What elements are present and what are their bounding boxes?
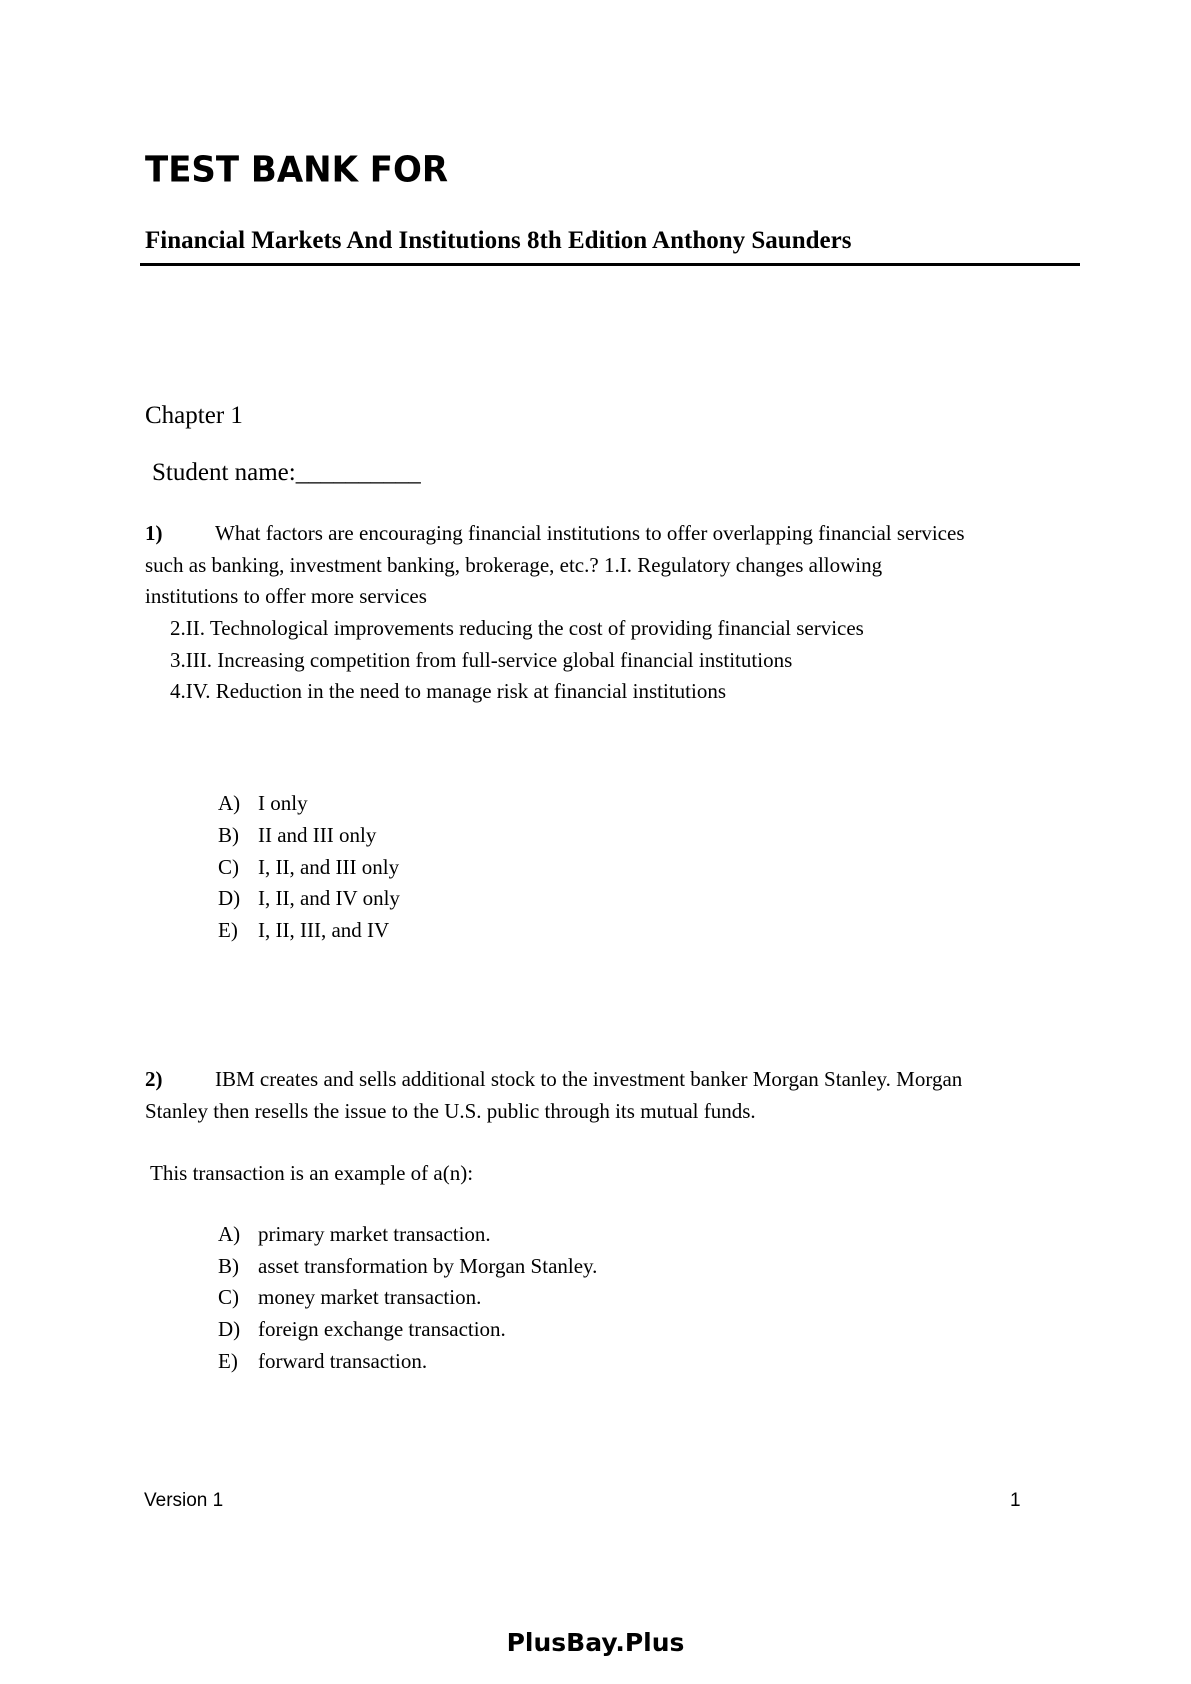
- chapter-heading: Chapter 1: [145, 402, 243, 429]
- option-text: I, II, III, and IV: [258, 918, 390, 942]
- question-2-option-b: [218, 1254, 597, 1279]
- question-2-option-a: [218, 1222, 491, 1247]
- option-letter: A): [218, 791, 241, 815]
- question-2-option-d: [218, 1317, 506, 1342]
- option-letter: C): [218, 855, 239, 879]
- option-letter: D): [218, 1317, 241, 1341]
- question-2-option-c: [218, 1285, 481, 1310]
- option-letter: B): [218, 823, 239, 847]
- test-bank-heading: TEST BANK FOR: [145, 149, 449, 191]
- option-text: I, II, and IV only: [258, 886, 400, 910]
- option-text: money market transaction.: [258, 1285, 482, 1309]
- option-letter: D): [218, 886, 241, 910]
- question-1-statement: 4.IV. Reduction in the need to manage risk at financial institutions: [170, 679, 726, 703]
- question-1-option-b: [218, 823, 376, 848]
- option-letter: A): [218, 1222, 241, 1246]
- question-1-text-1: What factors are encouraging financial institutions to offer overlapping financial services: [215, 521, 965, 545]
- option-text: I, II, and III only: [258, 855, 400, 879]
- question-1-option-a: [218, 791, 308, 816]
- option-letter: E): [218, 918, 238, 942]
- footer-page-number: 1: [1010, 1490, 1021, 1511]
- option-text: I only: [258, 791, 308, 815]
- question-1-number: 1): [145, 521, 163, 545]
- option-text: II and III only: [258, 823, 377, 847]
- question-1-statement: 3.III. Increasing competition from full-service global financial institutions: [170, 648, 793, 672]
- question-2-text-1: IBM creates and sells additional stock to the investment banker Morgan Stanley. Morgan: [215, 1067, 963, 1091]
- question-1-option-c: [218, 855, 399, 880]
- student-name-field: Student name:__________: [152, 459, 421, 486]
- question-1-option-d: [218, 886, 400, 911]
- option-letter: E): [218, 1349, 238, 1373]
- question-2-prompt: This transaction is an example of a(n):: [150, 1161, 474, 1185]
- option-text: primary market transaction.: [258, 1222, 491, 1246]
- book-title: Financial Markets And Institutions 8th Edition Anthony Saunders: [145, 227, 852, 254]
- option-letter: C): [218, 1285, 239, 1309]
- title-underline: [140, 263, 1080, 266]
- question-1-line-1: [145, 518, 965, 549]
- watermark: PlusBay.Plus: [506, 1628, 685, 1657]
- option-text: asset transformation by Morgan Stanley.: [258, 1254, 598, 1278]
- question-2-number: 2): [145, 1067, 163, 1091]
- option-text: foreign exchange transaction.: [258, 1317, 506, 1341]
- option-text: forward transaction.: [258, 1349, 428, 1373]
- question-2-line-1: [145, 1064, 962, 1095]
- footer-version: Version 1: [144, 1490, 224, 1511]
- question-1-statement: 2.II. Technological improvements reducing the cost of providing financial services: [170, 616, 864, 640]
- question-1-line-3: institutions to offer more services: [145, 584, 427, 608]
- question-1-line-2: such as banking, investment banking, brokerage, etc.? 1.I. Regulatory changes allowing: [145, 553, 883, 577]
- question-2-option-e: [218, 1349, 427, 1374]
- question-2-line-2: Stanley then resells the issue to the U.S. public through its mutual funds.: [145, 1099, 756, 1123]
- option-letter: B): [218, 1254, 239, 1278]
- question-1-option-e: [218, 918, 389, 943]
